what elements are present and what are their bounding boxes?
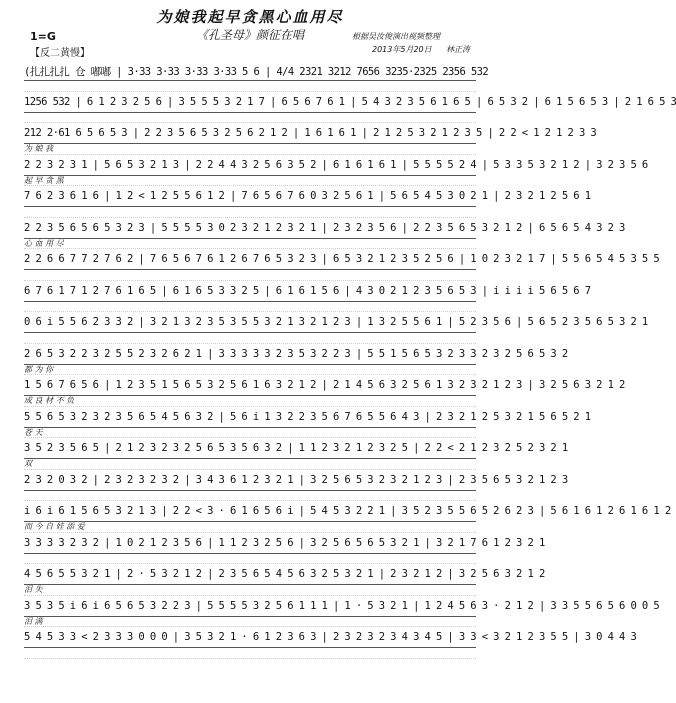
score-line <box>24 312 648 344</box>
score-line <box>24 218 625 250</box>
lyrics-line <box>24 112 476 123</box>
score-line <box>24 470 568 502</box>
score-line <box>24 407 591 439</box>
source-note: 根据吴汝俊演出视频整理 <box>352 32 440 41</box>
lyrics-line: 成 良 材 不 负 <box>24 396 75 405</box>
score-line <box>24 155 648 187</box>
notation-line: 1256 532 | 6 1 2 3 2 5 6 | 3 5 5 5 3 2 1 7 | 6 5 6 7 6 1 | 5 4 3 2 3 5 6 1 6 5 | 6 5 3 2 | 6 1 5 6 5 3 | 2 1 6 5 3 <box>24 96 476 112</box>
notation-line: 6 7 6 1 7 1 2 7 6 1 6 5 | 6 1 6 5 3 3 2 5 | 6 1 6 1 5 6 | 4 3 0 2 1 2 3 5 6 5 3 | i i i i 5 6 5 6 7 <box>24 285 476 301</box>
notation-line: 2 6 5 3 2 2 3 2 5 5 2 3 2 6 2 1 | 3 3 3 3 3 2 3 5 3 2 2 3 | 5 5 1 5 6 5 3 2 3 3 2 3 2 5 6 5 3 2 <box>24 348 476 364</box>
score-line <box>24 281 591 313</box>
notation-line: (扎扎扎扎 仓 嘟嘟 | 3·33 3·33 3·33 3·33 5 6 | 4/4 2321 3212 7656 3235·2325 2356 532 <box>24 66 489 78</box>
notation-line: 5 5 6 5 3 2 3 2 3 5 6 5 4 5 6 3 2 | 5 6 i 1 3 2 2 3 5 6 7 6 5 5 6 4 3 | 2 3 2 1 2 5 3 2 1 5 6 5 2 1 <box>24 411 476 427</box>
lyrics-line <box>24 647 476 658</box>
lyrics-line: 都 为 你 <box>24 364 54 374</box>
lyrics-line: 泪 失 <box>24 585 43 594</box>
score-line <box>24 501 671 533</box>
lyrics-line <box>24 490 476 501</box>
mode-label: 【反二黄慢】 <box>30 48 90 59</box>
lyrics-line <box>24 301 476 312</box>
page-subtitle: 《孔圣母》颜征在唱 <box>195 28 304 42</box>
score-line <box>24 533 545 565</box>
notation-line: 3 3 3 3 2 3 2 | 1 0 2 1 2 3 5 6 | 1 1 2 3 2 5 6 | 3 2 5 6 5 6 5 3 2 1 | 3 2 1 7 6 1 2 3 2 1 <box>24 537 476 553</box>
score-line <box>24 92 676 124</box>
lyrics-line: 起 早 贪 黑 <box>24 175 64 185</box>
notation-line: 212 2·61 6 5 6 5 3 | 2 2 3 5 6 5 3 2 5 6 2 1 2 | 1 6 1 6 1 | 2 1 2 5 3 2 1 2 3 5 | 2 2 < 1 2 1 2 3 3 <box>24 127 476 143</box>
notation-line: 2 2 3 5 6 5 6 5 3 2 3 | 5 5 5 5 3 0 2 3 2 1 2 3 2 1 | 2 3 2 3 5 6 | 2 2 3 5 6 5 3 2 1 2 | 6 5 6 5 4 3 2 3 <box>24 222 476 238</box>
score-line <box>24 375 625 407</box>
lyrics-line: 苍 天 <box>24 427 43 437</box>
key-signature: 1=G <box>30 30 56 43</box>
notation-line: 2 2 6 6 7 7 2 7 6 2 | 7 6 5 6 7 6 1 2 6 7 6 5 3 2 3 | 6 5 3 2 1 2 3 5 2 5 6 | 1 0 2 3 2 1 7 | 5 5 6 5 4 5 3 5 5 <box>24 253 476 269</box>
score-line <box>24 249 660 281</box>
lyrics-line: 泪 满 <box>24 616 43 626</box>
lyrics-line <box>24 206 476 217</box>
lyrics-line <box>24 80 476 91</box>
score-line <box>24 344 568 376</box>
transcriber-name: 林正涛 <box>446 45 470 54</box>
lyrics-line <box>24 269 476 280</box>
notation-line: 2 2 3 2 3 1 | 5 6 5 3 2 1 3 | 2 2 4 4 3 2 5 6 3 5 2 | 6 1 6 1 6 1 | 5 5 5 5 2 4 | 5 3 3 5 3 2 1 2 | 3 2 3 5 6 <box>24 159 476 175</box>
score-line <box>24 60 489 92</box>
score-line <box>24 564 545 596</box>
lyrics-line: 而 今 自 娃 添 爱 <box>24 522 85 531</box>
lyrics-line: 为 娘 我 <box>24 144 54 153</box>
notation-line: i 6 i 6 1 5 6 5 3 2 1 3 | 2 2 < 3 · 6 1 6 5 6 i | 5 4 5 3 2 2 1 | 3 5 2 3 5 5 6 5 2 6 2 3 | 5 6 1 6 1 2 6 1 6 1 2 <box>24 505 476 521</box>
lyrics-line <box>24 553 476 564</box>
score-line <box>24 438 568 470</box>
notation-line: 3 5 2 3 5 6 5 | 2 1 2 3 2 3 2 5 6 5 3 5 6 3 2 | 1 1 2 3 2 1 2 3 2 5 | 2 2 < 2 1 2 3 2 5 2 3 2 1 <box>24 442 476 458</box>
lyrics-line <box>24 332 476 343</box>
notation-line: 3 5 3 5 i 6 i 6 5 6 5 3 2 2 3 | 5 5 5 5 3 2 5 6 1 1 1 | 1 · 5 3 2 1 | 1 2 4 5 6 3 · 2 1 2 | 3 3 5 5 6 5 6 0 0 5 <box>24 600 476 616</box>
score-line <box>24 627 637 659</box>
notation-line: 0 6 i 5 5 6 2 3 3 2 | 3 2 1 3 2 3 5 3 5 5 3 2 1 3 2 1 2 3 | 1 3 2 5 5 6 1 | 5 2 3 5 6 | 5 6 5 2 3 5 6 5 3 2 1 <box>24 316 476 332</box>
score-line <box>24 123 597 155</box>
date-label: 2013年5月20日 <box>372 45 432 54</box>
lyrics-line: 心 血 用 尽 <box>24 238 64 248</box>
score-line <box>24 186 591 218</box>
notation-line: 1 5 6 7 6 5 6 | 1 2 3 5 1 5 6 5 3 2 5 6 1 6 3 2 1 2 | 2 1 4 5 6 3 2 5 6 1 3 2 3 2 1 2 3 | 3 2 5 6 3 2 1 2 <box>24 379 476 395</box>
notation-line: 5 4 5 3 3 < 2 3 3 3 0 0 0 | 3 5 3 2 1 · 6 1 2 3 6 3 | 2 3 2 3 2 3 4 3 4 5 | 3 3 < 3 2 1 2 3 5 5 | 3 0 4 4 3 <box>24 631 476 647</box>
notation-line: 4 5 6 5 5 3 2 1 | 2 · 5 3 2 1 2 | 2 3 5 6 5 4 5 6 3 2 5 3 2 1 | 2 3 2 1 2 | 3 2 5 6 3 2 1 2 <box>24 568 476 584</box>
notation-line: 2 3 2 0 3 2 | 2 3 2 3 2 3 2 | 3 4 3 6 1 2 3 2 1 | 3 2 5 6 5 3 2 3 2 1 2 3 | 2 3 5 6 5 3 2 1 2 3 <box>24 474 476 490</box>
score-line <box>24 596 660 628</box>
notation-line: 7 6 2 3 6 1 6 | 1 2 < 1 2 5 5 6 1 2 | 7 6 5 6 7 6 0 3 2 5 6 1 | 5 6 5 4 5 3 0 2 1 | 2 3 2 1 2 5 6 1 <box>24 190 476 206</box>
lyrics-line: 双 <box>24 459 32 468</box>
notation-score <box>24 60 676 659</box>
page-title: 为娘我起早贪黑心血用尽 <box>156 8 344 26</box>
